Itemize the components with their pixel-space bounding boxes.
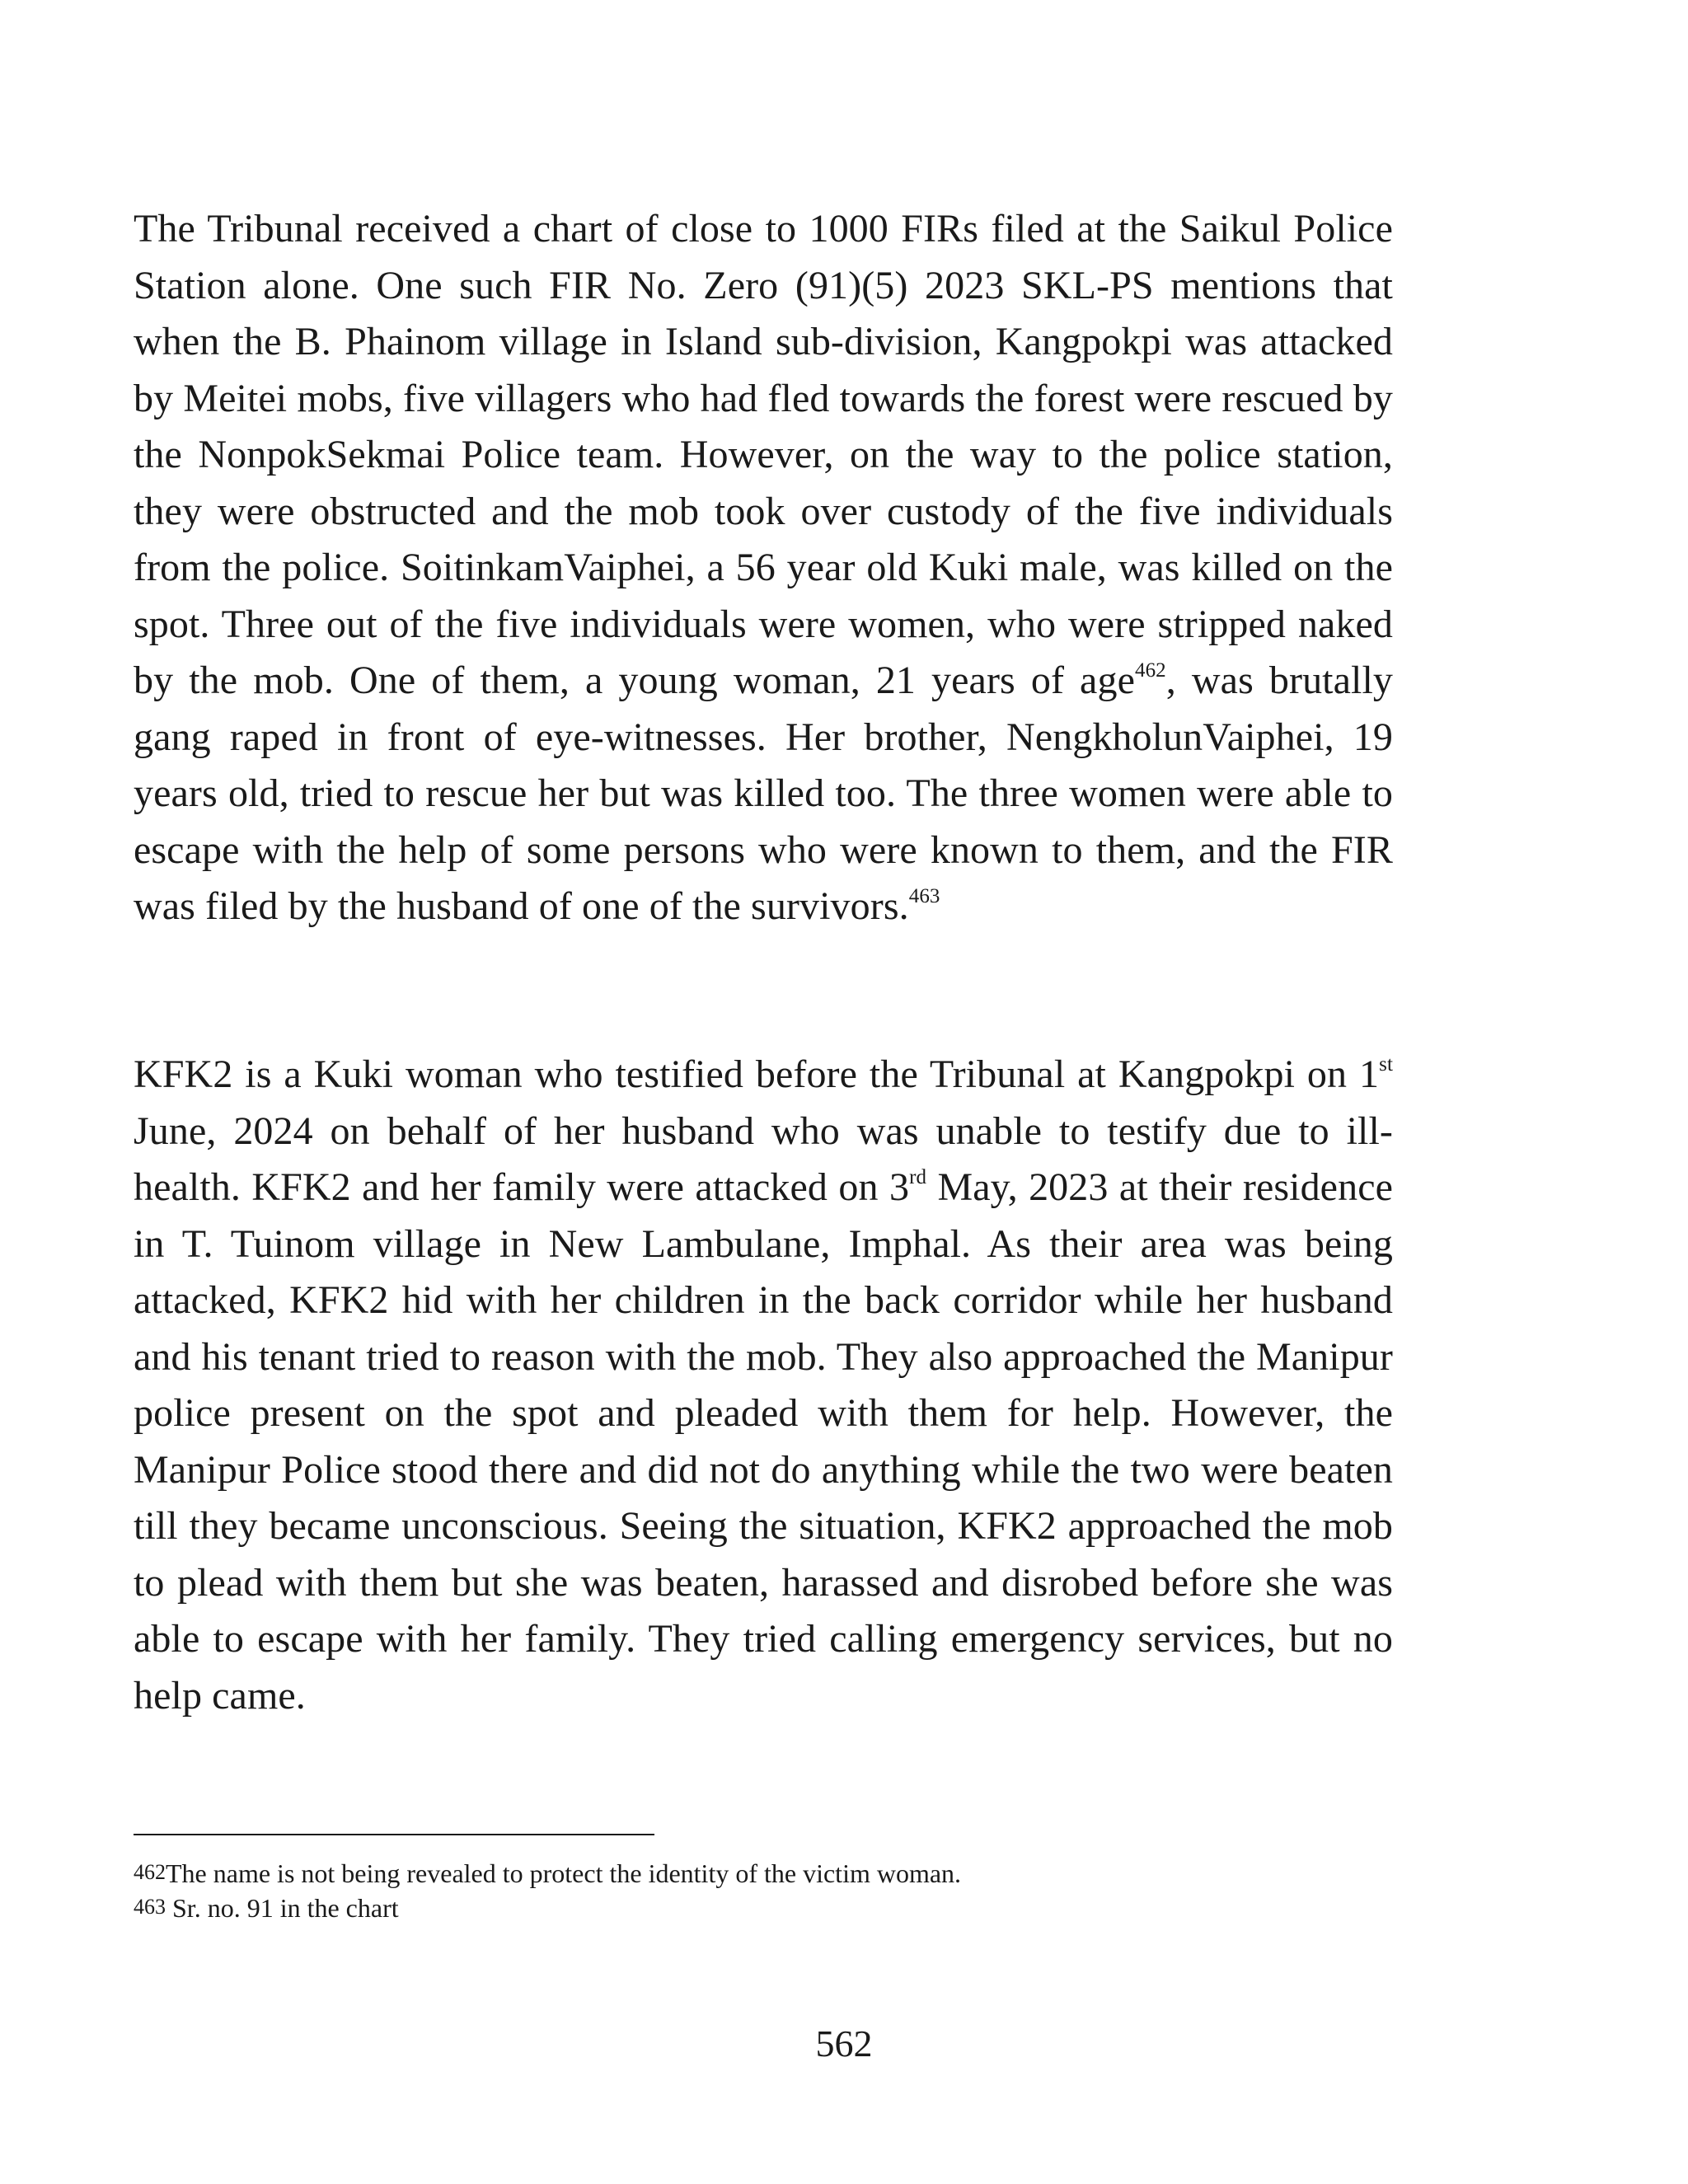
footnote-ref-462[interactable]: 462: [1134, 659, 1166, 682]
footnote-text: The name is not being revealed to protect the identity of the victim woman.: [166, 1858, 962, 1888]
paragraph-text: May, 2023 at their residence in T. Tuinom village in New Lambulane, Imphal. As their area was being attacked, KFK2 hid with her children in the back corridor while her husband and his tenant tried to reason with the mob. They also approached the Manipur police present on the spot and pleaded with them for help. However, the Manipur Police stood there and did not do anything while the two were beaten till they became unconscious. Seeing the situation, KFK2 approached the mob to plead with them but she was beaten, harassed and disrobed before she was able to escape with her family. They tried calling emergency services, but no help came.: [134, 1165, 1393, 1718]
paragraph-text: June, 2024 on behalf of her husband who was unable to testify due to ill-health. KFK2 and her family were attacked on 3: [134, 1108, 1393, 1209]
footnote-number: 462: [134, 1860, 166, 1884]
paragraph-text: The Tribunal received a chart of close to 1000 FIRs filed at the Saikul Police Station alone. One such FIR No. Zero (91)(5) 2023 SKL-PS mentions that when the B. Phainom village in Island sub-division, Kangpokpi was attacked by Meitei mobs, five villagers who had fled towards the forest were rescued by the NonpokSekmai Police team. However, on the way to the police station, they were obstructed and the mob took over custody of the five individuals from the police. SoitinkamVaiphei, a 56 year old Kuki male, was killed on the spot. Three out of the five individuals were women, who were stripped naked by the mob. One of them, a young woman, 21 years of age: [134, 207, 1393, 702]
footnote-text: Sr. no. 91 in the chart: [166, 1893, 399, 1923]
footnote-ref-463[interactable]: 463: [908, 885, 940, 907]
paragraph-text: KFK2 is a Kuki woman who testified before the Tribunal at Kangpokpi on 1: [134, 1052, 1380, 1096]
ordinal-suffix: rd: [909, 1166, 927, 1188]
footnote-463: [134, 1891, 1393, 1927]
ordinal-suffix: st: [1379, 1053, 1393, 1076]
footnote-separator: [134, 1834, 654, 1835]
paragraph-text: , was brutally gang raped in front of eye-witnesses. Her brother, NengkholunVaiphei, 19 years old, tried to rescue her but was killed too. The three women were able to escape with the help of some persons who were known to them, and the FIR was filed by the husband of one of the survivors.: [134, 658, 1393, 928]
paragraph-kfk2-testimony: [134, 1047, 1393, 1724]
page-number: 562: [815, 2022, 873, 2064]
footnote-462: [134, 1857, 1393, 1892]
footnote-number: 463: [134, 1895, 166, 1919]
paragraph-fir-saikul: [134, 201, 1393, 935]
